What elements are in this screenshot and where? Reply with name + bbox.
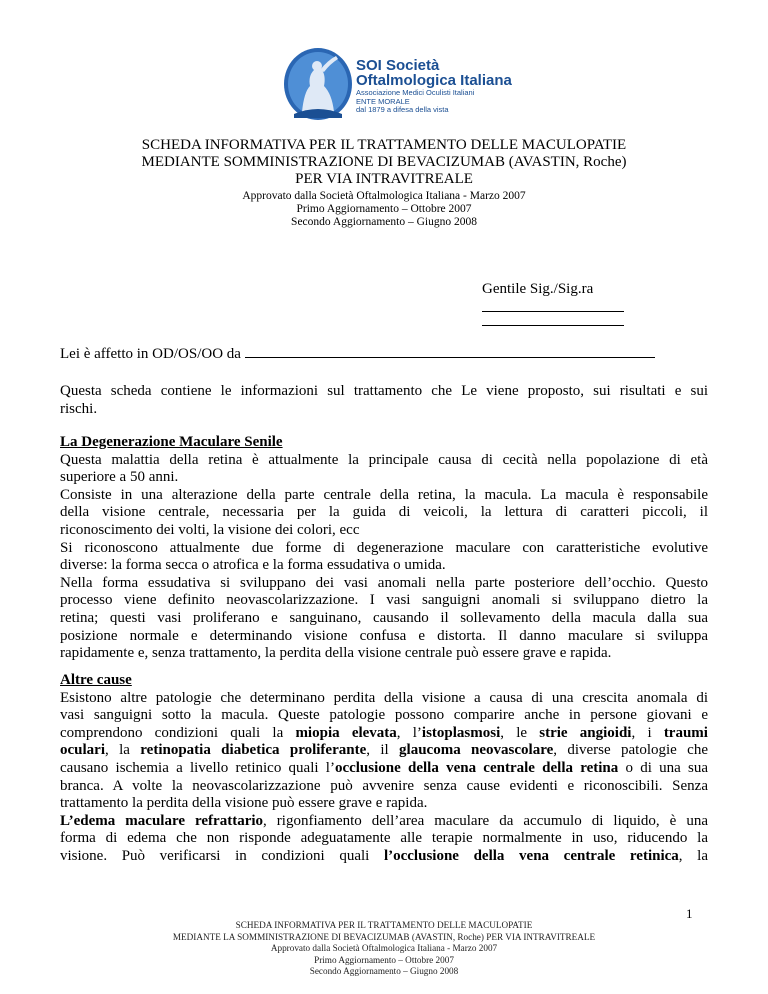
intro-line: Questa scheda contiene le informazioni sul trattamento che Le viene proposto, sui risultati e sui	[60, 383, 708, 399]
body-line: della visione centrale, necessaria per la guida di veicoli, la lettura di caratteri piccoli, il	[60, 504, 708, 521]
greeting-text: Gentile Sig./Sig.ra	[482, 281, 594, 297]
footer-line-3: Approvato dalla Società Oftalmologica Italiana - Marzo 2007	[270, 943, 498, 953]
body-line: retina; questi vasi proliferano e sanguinano, causando il sollevamento della macula dalla sua	[60, 609, 708, 626]
document-title	[60, 137, 708, 188]
body-line: oculari, la retinopatia diabetica proliferante, il glaucoma neovascolare, diverse patologie che	[60, 742, 708, 759]
logo-tagline-1: Associazione Medici Oculisti Italiani	[356, 88, 475, 97]
greeting-block	[482, 280, 624, 326]
body-line: diverse: la forma secca o atrofica e la forma essudativa o umida.	[60, 557, 446, 574]
body-line: vasi sanguigni sotto la macula. Queste patologie possono comparire anche in persone giovani e	[60, 707, 708, 724]
section-heading: Altre cause	[60, 672, 132, 688]
name-blank-line-2[interactable]	[482, 312, 624, 326]
footer-line-1: SCHEDA INFORMATIVA PER IL TRATTAMENTO DELLE MACULOPATIE	[235, 920, 533, 930]
intro-paragraph	[60, 383, 708, 418]
footer-line-2: MEDIANTE LA SOMMINISTRAZIONE DI BEVACIZUMAB (AVASTIN, Roche) PER VIA INTRAVITREALE	[172, 931, 596, 942]
section-other-causes	[60, 672, 708, 866]
logo-tagline-3: dal 1879 a difesa della vista	[356, 105, 449, 114]
body-line: riconoscimento dei volti, la visione dei colori, ecc	[60, 521, 360, 538]
intro-line: rischi.	[60, 400, 98, 417]
body-line: Consiste in una alterazione della parte centrale della retina, la macula. La macula è responsabile	[60, 486, 708, 503]
approval-line-2: Primo Aggiornamento – Ottobre 2007	[296, 203, 472, 215]
body-line: causano ischemia a livello retinico quali l’occlusione della vena centrale della retina o di una sua	[60, 759, 709, 776]
soi-logo	[280, 42, 520, 122]
body-line: Nella forma essudativa si sviluppano dei vasi anomali nella parte posteriore dell’occhio. Questo	[60, 574, 708, 591]
body-line: visione. Può verificarsi in condizioni quali l’occlusione della vena centrale retinica, la	[60, 847, 708, 864]
body-line: branca. A volte la neovascolarizzazione può avvenire senza cause evidenti e riconoscibili. Senza	[60, 777, 708, 794]
title-line-3: PER VIA INTRAVITREALE	[295, 171, 473, 187]
approval-info	[60, 190, 708, 229]
title-line-2: MEDIANTE SOMMINISTRAZIONE DI BEVACIZUMAB (AVASTIN, Roche)	[141, 154, 627, 170]
logo-tagline-2: ENTE MORALE	[356, 96, 410, 106]
name-blank-line-1[interactable]	[482, 298, 624, 312]
body-line: Questa malattia della retina è attualmente la principale causa di cecità nella popolazione di età	[60, 451, 708, 468]
section-amd	[60, 434, 708, 663]
logo-name-line1: SOI Società	[356, 57, 440, 74]
approval-line-3: Secondo Aggiornamento – Giugno 2008	[291, 216, 477, 228]
body-line: trattamento la perdita della visione può essere grave e rapida.	[60, 795, 428, 812]
page-footer	[60, 920, 708, 978]
footer-line-4: Primo Aggiornamento – Ottobre 2007	[314, 954, 454, 965]
body-line: processo viene definito neovascolarizzazione. I vasi sanguigni anomali si sviluppano dietro la	[60, 592, 708, 609]
statue-emblem-icon	[280, 42, 356, 122]
body-line: superiore a 50 anni.	[60, 469, 179, 486]
diagnosis-label: Lei è affetto in OD/OS/OO da	[60, 346, 241, 362]
title-line-1: SCHEDA INFORMATIVA PER IL TRATTAMENTO DELLE MACULOPATIE	[141, 137, 627, 153]
page-number: 1	[686, 906, 693, 921]
body-line: forma di edema che non risponde adeguatamente alle terapie normalmente in uso, riducendo la	[60, 830, 708, 847]
body-line: Esistono altre patologie che determinano perdita della visione a causa di una crescita anomala di	[60, 689, 708, 706]
approval-line-1: Approvato dalla Società Oftalmologica Italiana - Marzo 2007	[242, 190, 526, 202]
body-line: L’edema maculare refrattario, rigonfiamento dell’area maculare da accumulo di liquido, è una	[60, 812, 709, 829]
logo-text	[356, 58, 526, 115]
body-line: Si riconoscono attualmente due forme di degenerazione maculare con caratteristiche evolutive	[60, 539, 708, 556]
section-heading: La Degenerazione Maculare Senile	[60, 434, 283, 450]
footer-line-5: Secondo Aggiornamento – Giugno 2008	[309, 966, 459, 976]
logo-name-line2: Oftalmologica Italiana	[356, 72, 512, 89]
body-line: posizione normale e determinando visione confusa e distorta. Il danno maculare si sviluppa	[60, 627, 708, 644]
body-line: comprendono condizioni quali la miopia elevata, l’istoplasmosi, le strie angioidi, i traumi	[60, 724, 708, 741]
diagnosis-line	[60, 345, 655, 363]
body-line: rapidamente e, senza trattamento, la perdita della visione centrale può essere grave e rapida.	[60, 645, 612, 662]
diagnosis-blank[interactable]	[245, 345, 655, 358]
